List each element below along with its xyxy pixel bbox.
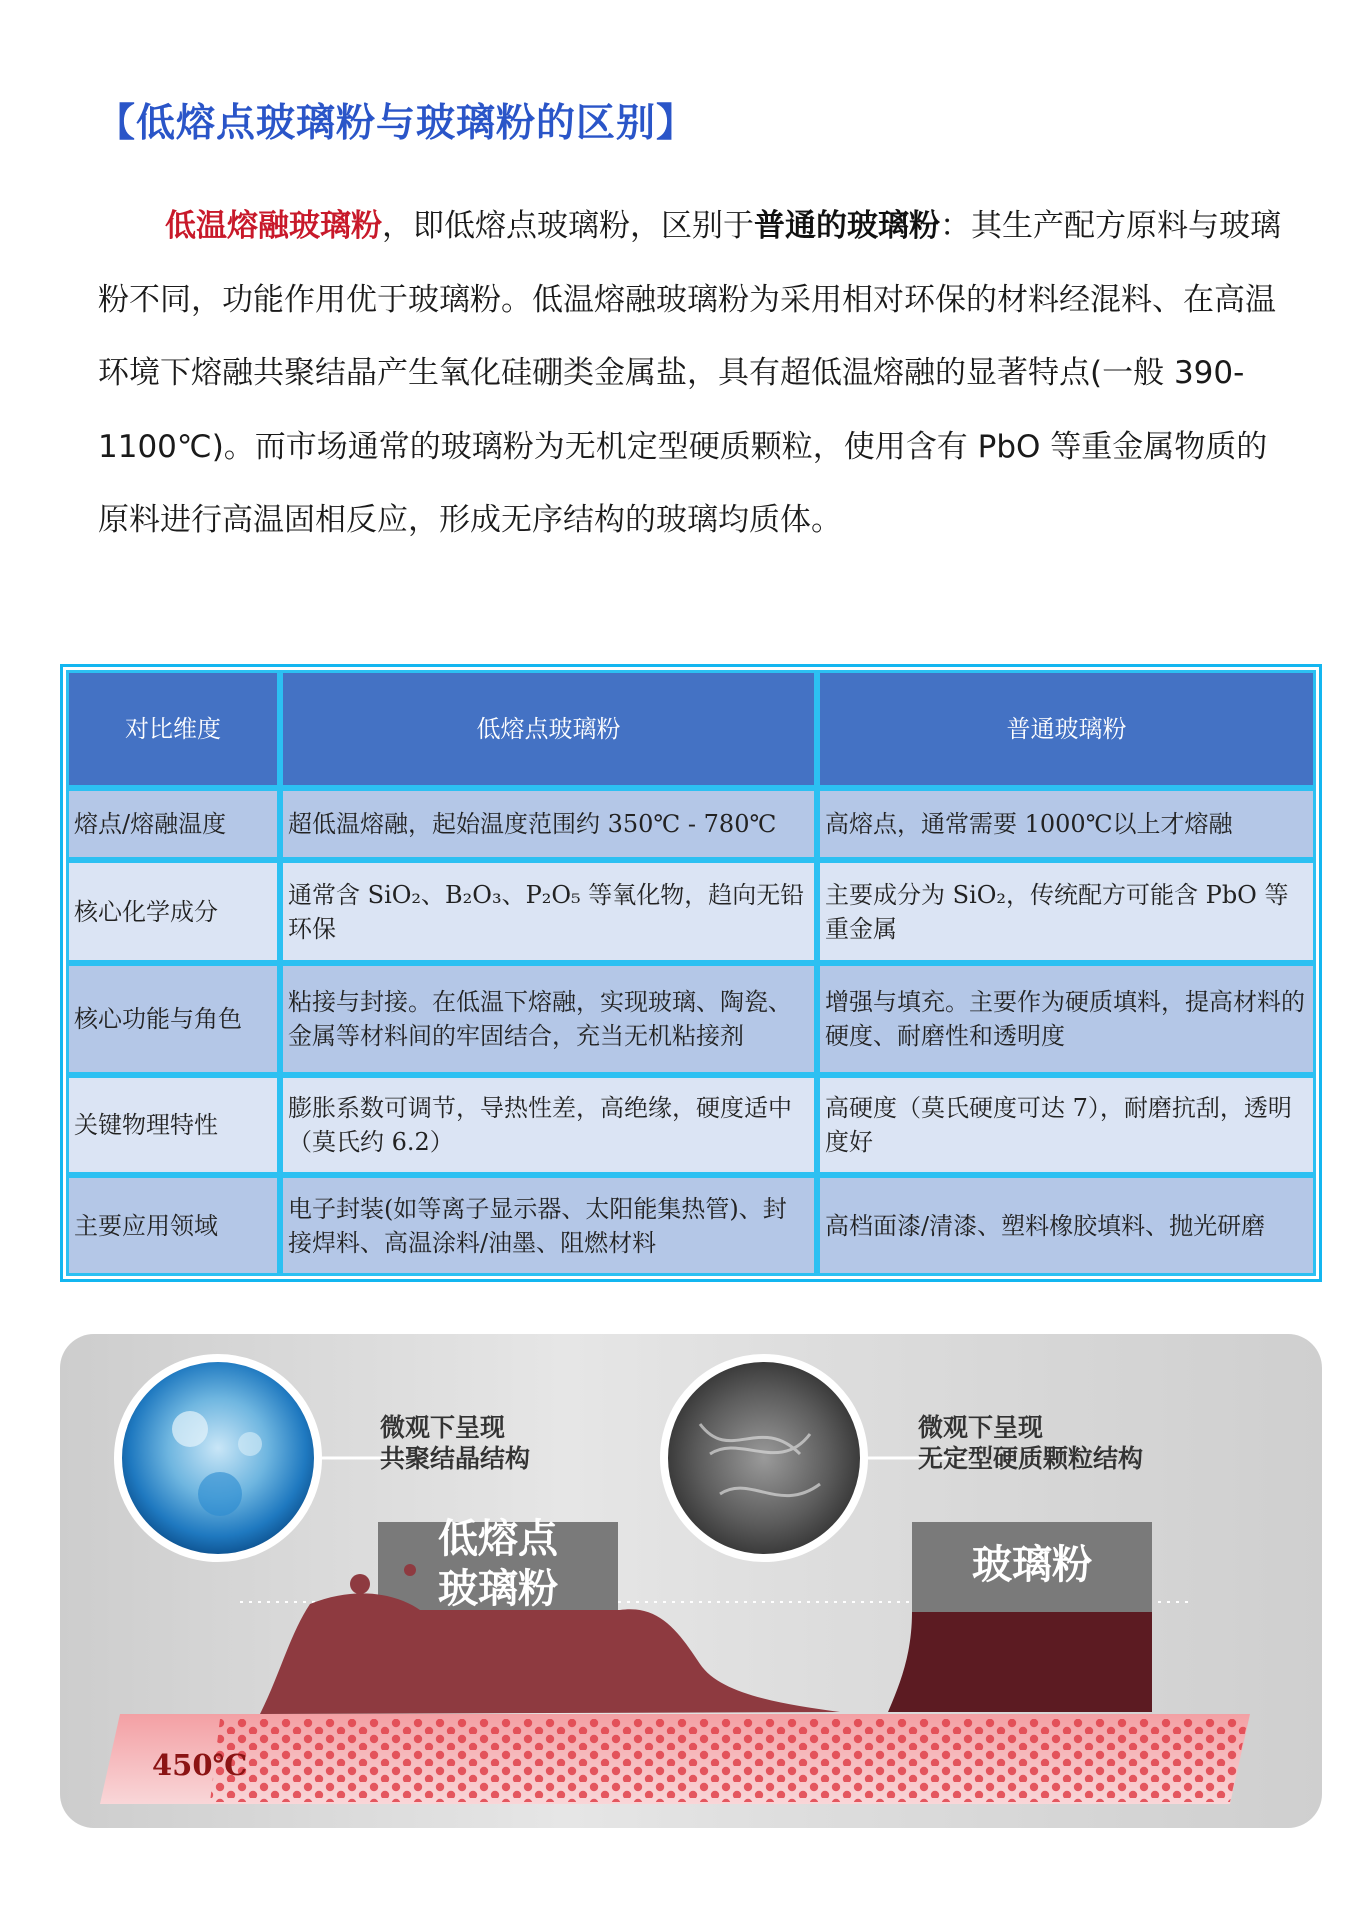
left-block-label <box>378 1514 618 1614</box>
table-row <box>66 1075 1316 1175</box>
intro-bold-term: 普通的玻璃粉 <box>754 208 940 244</box>
intro-text-2: ：其生产配方原料与玻璃粉不同，功能作用优于玻璃粉。低温熔融玻璃粉为采用相对环保的材料经混料、在高温环境下熔融共聚结晶产生氧化硅硼类金属盐，具有超低温熔融的显著特点(一般 390-1100℃)。而市场通常的玻璃粉为无机定型硬质颗粒，使用含有 PbO 等重金属物质的原料进行高温固相反应，形成无序结构的玻璃均质体。 <box>98 208 1281 538</box>
left-micro-caption <box>380 1412 530 1474</box>
table-cell: 粘接与封接。在低温下熔融，实现玻璃、陶瓷、金属等材料间的牢固结合，充当无机粘接剂 <box>280 963 817 1075</box>
left-label-line: 玻璃粉 <box>438 1566 558 1612</box>
intro-red-term: 低温熔融玻璃粉 <box>165 208 382 244</box>
right-block-label <box>912 1540 1152 1590</box>
table-header-cell: 普通玻璃粉 <box>817 670 1316 788</box>
table-header-cell: 对比维度 <box>66 670 280 788</box>
table-cell: 核心化学成分 <box>66 860 280 963</box>
table-cell: 通常含 SiO₂、B₂O₃、P₂O₅ 等氧化物，趋向无铅环保 <box>280 860 817 963</box>
table-cell: 主要成分为 SiO₂，传统配方可能含 PbO 等重金属 <box>817 860 1316 963</box>
table-row <box>66 963 1316 1075</box>
table-cell: 关键物理特性 <box>66 1075 280 1175</box>
comparison-table <box>66 670 1316 1276</box>
particle-micro-image <box>664 1358 864 1558</box>
intro-text-1: ，即低熔点玻璃粉，区别于 <box>382 208 754 244</box>
heat-dots <box>210 1719 1248 1802</box>
table-cell: 电子封装(如等离子显示器、太阳能集热管)、封接焊料、高温涂料/油墨、阻燃材料 <box>280 1175 817 1276</box>
table-row <box>66 788 1316 860</box>
left-label-line: 低熔点 <box>438 1516 558 1562</box>
table-cell: 超低温熔融，起始温度范围约 350℃ - 780℃ <box>280 788 817 860</box>
right-label-line: 玻璃粉 <box>972 1542 1092 1588</box>
table-cell: 高熔点，通常需要 1000℃以上才熔融 <box>817 788 1316 860</box>
crystal-micro-image <box>118 1358 318 1558</box>
comparison-illustration <box>60 1334 1322 1828</box>
table-cell: 增强与填充。主要作为硬质填料，提高材料的硬度、耐磨性和透明度 <box>817 963 1316 1075</box>
right-caption-line: 微观下呈现 <box>918 1413 1044 1442</box>
table-cell: 核心功能与角色 <box>66 963 280 1075</box>
table-row <box>66 1175 1316 1276</box>
left-caption-line: 微观下呈现 <box>380 1413 506 1442</box>
table-cell: 高档面漆/清漆、塑料橡胶填料、抛光研磨 <box>817 1175 1316 1276</box>
left-caption-line: 共聚结晶结构 <box>380 1444 531 1473</box>
table-cell: 主要应用领域 <box>66 1175 280 1276</box>
intro-paragraph <box>98 190 1298 558</box>
table-row <box>66 860 1316 963</box>
right-caption-line: 无定型硬质颗粒结构 <box>918 1444 1144 1473</box>
table-header-row <box>66 670 1316 788</box>
temperature-label: 450℃ <box>152 1748 248 1782</box>
table-cell: 熔点/熔融温度 <box>66 788 280 860</box>
right-micro-caption <box>918 1412 1143 1474</box>
right-solid-base <box>888 1612 1152 1712</box>
table-header-cell: 低熔点玻璃粉 <box>280 670 817 788</box>
table-cell: 高硬度（莫氏硬度可达 7），耐磨抗刮，透明度好 <box>817 1075 1316 1175</box>
page-title: 【低熔点玻璃粉与玻璃粉的区别】 <box>96 101 697 146</box>
comparison-table-frame <box>60 664 1322 1282</box>
table-cell: 膨胀系数可调节，导热性差，高绝缘，硬度适中（莫氏约 6.2） <box>280 1075 817 1175</box>
